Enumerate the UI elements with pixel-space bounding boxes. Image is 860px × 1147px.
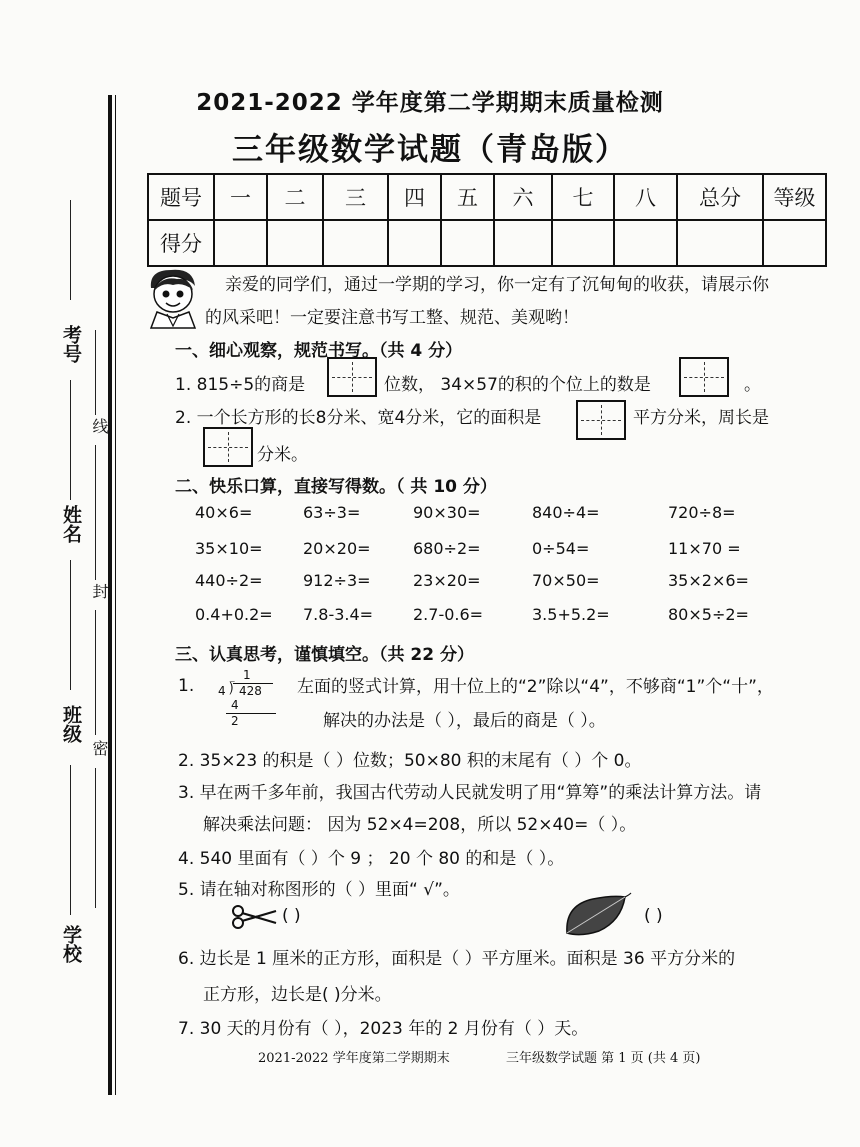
- calc-item: 23×20=: [413, 571, 481, 590]
- division-remainder: 2: [231, 714, 239, 728]
- score-input-cell[interactable]: [494, 220, 552, 266]
- seal-char-secret: 密: [90, 740, 109, 756]
- calc-item: 35×2×6=: [668, 571, 749, 590]
- score-table: [147, 173, 827, 267]
- s3-q1-text-1: 左面的竖式计算，用十位上的“2”除以“4”，不够商“1”个“十”，: [297, 677, 774, 697]
- s3-q4: 4. 540 里面有（ ）个 9 ； 20 个 80 的和是（ ）。: [178, 849, 565, 869]
- score-table-score-row: [148, 220, 826, 266]
- calc-item: 90×30=: [413, 503, 481, 522]
- division-quotient: 1: [243, 668, 251, 682]
- field-line: [70, 380, 71, 500]
- seal-dash: [95, 445, 96, 580]
- calc-item: 0.4+0.2=: [195, 605, 273, 624]
- table-cell: 七: [552, 174, 614, 220]
- s1-q2-text-c: 分米。: [257, 445, 308, 465]
- calc-item: 0÷54=: [532, 539, 590, 558]
- s1-q2-text-b: 平方分米，周长是: [633, 408, 769, 428]
- score-input-cell[interactable]: [677, 220, 763, 266]
- table-cell: 四: [388, 174, 441, 220]
- calc-item: 440÷2=: [195, 571, 263, 590]
- calc-item: 912÷3=: [303, 571, 371, 590]
- s3-q1-number: 1.: [178, 676, 195, 696]
- calc-item: 20×20=: [303, 539, 371, 558]
- field-line: [70, 560, 71, 690]
- answer-box[interactable]: [679, 357, 729, 397]
- division-divisor: 4: [218, 684, 226, 698]
- label-name: 姓名: [60, 505, 82, 543]
- calc-item: 11×70 =: [668, 539, 741, 558]
- score-input-cell[interactable]: [267, 220, 323, 266]
- s1-q2-text-a: 2. 一个长方形的长8分米、宽4分米，它的面积是: [175, 408, 542, 428]
- s3-q3-line-2: 解决乘法问题： 因为 52×4=208，所以 52×40=（ ）。: [203, 815, 637, 835]
- s3-q1-text-2: 解决的办法是（ ），最后的商是（ ）。: [323, 711, 606, 731]
- scissors-icon: [230, 904, 280, 930]
- cartoon-boy-icon: [143, 266, 203, 330]
- score-input-cell[interactable]: [552, 220, 614, 266]
- calc-item: 35×10=: [195, 539, 263, 558]
- score-input-cell[interactable]: [323, 220, 388, 266]
- s1-q1-text-b: 位数， 34×57的积的个位上的数是: [384, 375, 651, 395]
- score-input-cell[interactable]: [441, 220, 494, 266]
- s1-q1-text-a: 1. 815÷5的商是: [175, 375, 306, 395]
- table-cell: 二: [267, 174, 323, 220]
- table-cell: 八: [614, 174, 677, 220]
- table-cell: 一: [214, 174, 267, 220]
- table-cell: 六: [494, 174, 552, 220]
- calc-item: 40×6=: [195, 503, 253, 522]
- s5-blank-scissors[interactable]: ( ): [282, 906, 301, 926]
- table-cell: 五: [441, 174, 494, 220]
- s3-q7: 7. 30 天的月份有（ ），2023 年的 2 月份有（ ）天。: [178, 1019, 589, 1039]
- seal-char-seal: 封: [90, 583, 109, 599]
- table-cell: 总分: [677, 174, 763, 220]
- leaf-icon: [563, 891, 633, 937]
- division-subtrahend: 4: [231, 698, 239, 712]
- answer-box[interactable]: [203, 427, 253, 467]
- table-cell: 题号: [148, 174, 214, 220]
- score-input-cell[interactable]: [763, 220, 826, 266]
- calc-item: 63÷3=: [303, 503, 361, 522]
- score-table-header-row: [148, 174, 826, 220]
- calc-item: 680÷2=: [413, 539, 481, 558]
- table-cell: 三: [323, 174, 388, 220]
- calc-item: 840÷4=: [532, 503, 600, 522]
- footer-left: 2021-2022 学年度第二学期期末: [258, 1051, 450, 1066]
- s5-blank-leaf[interactable]: ( ): [644, 906, 663, 926]
- footer-page-info: 三年级数学试题 第 1 页 (共 4 页): [506, 1051, 701, 1066]
- section-3-heading: 三、认真思考，谨慎填空。（共 22 分）: [175, 645, 474, 665]
- s3-q6-line-2: 正方形，边长是( )分米。: [203, 985, 392, 1005]
- label-school: 学校: [60, 925, 82, 963]
- field-line: [70, 200, 71, 300]
- answer-box[interactable]: [327, 357, 377, 397]
- answer-box[interactable]: [576, 400, 626, 440]
- calc-item: 3.5+5.2=: [532, 605, 610, 624]
- seal-dash: [95, 768, 96, 908]
- s3-q6-line-1: 6. 边长是 1 厘米的正方形，面积是（ ）平方厘米。面积是 36 平方分米的: [178, 949, 736, 969]
- label-exam-number: 考号: [60, 325, 82, 363]
- section-2-heading: 二、快乐口算，直接写得数。（ 共 10 分）: [175, 477, 497, 497]
- s3-q3-line-1: 3. 早在两千多年前，我国古代劳动人民就发明了用“算筹”的乘法计算方法。请: [178, 783, 762, 803]
- field-line: [70, 765, 71, 915]
- table-cell: 得分: [148, 220, 214, 266]
- exam-title: 三年级数学试题（青岛版）: [232, 132, 628, 168]
- binding-line-thin: [115, 95, 116, 1095]
- division-dividend: 428: [239, 684, 262, 698]
- s3-q5: 5. 请在轴对称图形的（ ）里面“ √”。: [178, 880, 460, 900]
- calc-item: 2.7-0.6=: [413, 605, 484, 624]
- s3-q2: 2. 35×23 的积是（ ）位数；50×80 积的末尾有（ ）个 0。: [178, 751, 642, 771]
- long-division: [212, 668, 282, 728]
- calc-item: 7.8-3.4=: [303, 605, 374, 624]
- seal-char-line: 线: [90, 418, 109, 434]
- calc-item: 80×5÷2=: [668, 605, 749, 624]
- division-bracket: ⟌: [229, 682, 235, 698]
- s1-q1-text-c: 。: [744, 375, 761, 395]
- seal-dash: [95, 330, 96, 415]
- score-input-cell[interactable]: [214, 220, 267, 266]
- seal-dash: [95, 610, 96, 735]
- intro-line-2: 的风采吧！一定要注意书写工整、规范、美观哟！: [205, 308, 579, 328]
- label-class: 班级: [60, 705, 82, 743]
- calc-item: 70×50=: [532, 571, 600, 590]
- intro-line-1: 亲爱的同学们，通过一学期的学习，你一定有了沉甸甸的收获，请展示你: [225, 275, 769, 295]
- section-1-heading: 一、细心观察，规范书写。（共 4 分）: [175, 341, 463, 361]
- calc-item: 720÷8=: [668, 503, 736, 522]
- score-input-cell[interactable]: [388, 220, 441, 266]
- table-cell: 等级: [763, 174, 826, 220]
- exam-header: 2021-2022 学年度第二学期期末质量检测: [196, 90, 664, 116]
- score-input-cell[interactable]: [614, 220, 677, 266]
